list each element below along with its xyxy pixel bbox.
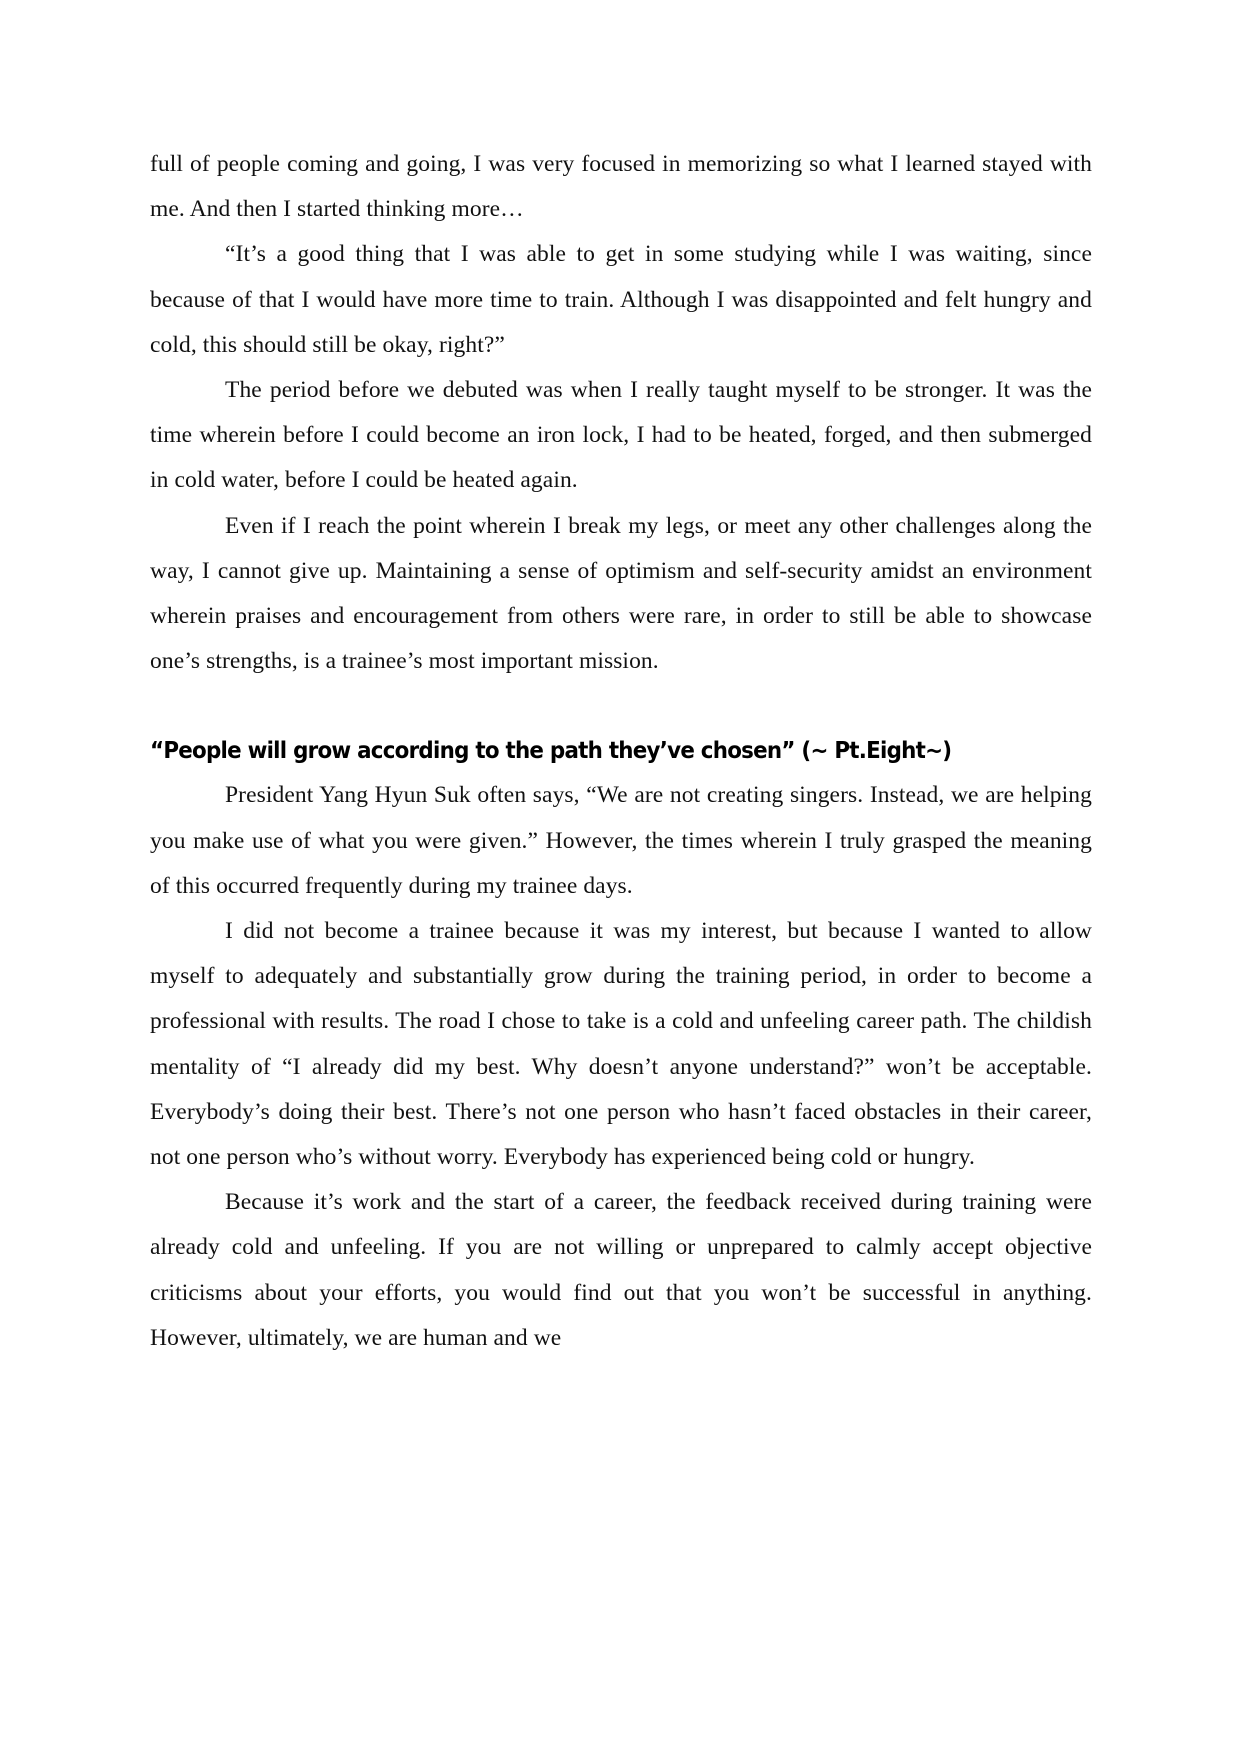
paragraph: Even if I reach the point wherein I break my legs, or meet any other challenges along the way, I cannot give up. Maintaining a sense of optimism and self-security amidst an environment wherein praises and encouragement from others were rare, in order to still be able to showcase one’s strengths, is a trainee’s most important mission. — [150, 512, 1092, 675]
paragraph: President Yang Hyun Suk often says, “We are not creating singers. Instead, we are helping you make use of what you were given.” However, the times wherein I truly grasped the meaning of this occurred frequently during my trainee days. — [150, 782, 1092, 899]
paragraph: The period before we debuted was when I really taught myself to be stronger. It was the time wherein before I could become an iron lock, I had to be heated, forged, and then submerged in cold water, before I could be heated again. — [150, 377, 1092, 494]
paragraph: I did not become a trainee because it was my interest, but because I wanted to allow myself to adequately and substantially grow during the training period, in order to become a professional with results. The road I chose to take is a cold and unfeeling career path. The childish mentality of “I already did my best. Why doesn’t anyone understand?” won’t be acceptable. Everybody’s doing their best. There’s not one person who hasn’t faced obstacles in their career, not one person who’s without worry. Everybody has experienced being cold or hungry. — [150, 918, 1092, 1171]
paragraph: Because it’s work and the start of a career, the feedback received during training were already cold and unfeeling. If you are not willing or unprepared to calmly accept objective criticisms about your efforts, you would find out that you won’t be successful in anything. However, ultimately, we are human and we — [150, 1189, 1092, 1351]
paragraph: full of people coming and going, I was very focused in memorizing so what I learned stayed with me. And then I started thinking more… — [150, 151, 1092, 223]
document-page — [150, 142, 1092, 1361]
section-heading: “People will grow according to the path they’ve chosen” (~ Pt.Eight~) — [150, 738, 952, 765]
paragraph: “It’s a good thing that I was able to get in some studying while I was waiting, since because of that I would have more time to train. Although I was disappointed and felt hungry and cold, this should still be okay, right?” — [150, 241, 1092, 358]
